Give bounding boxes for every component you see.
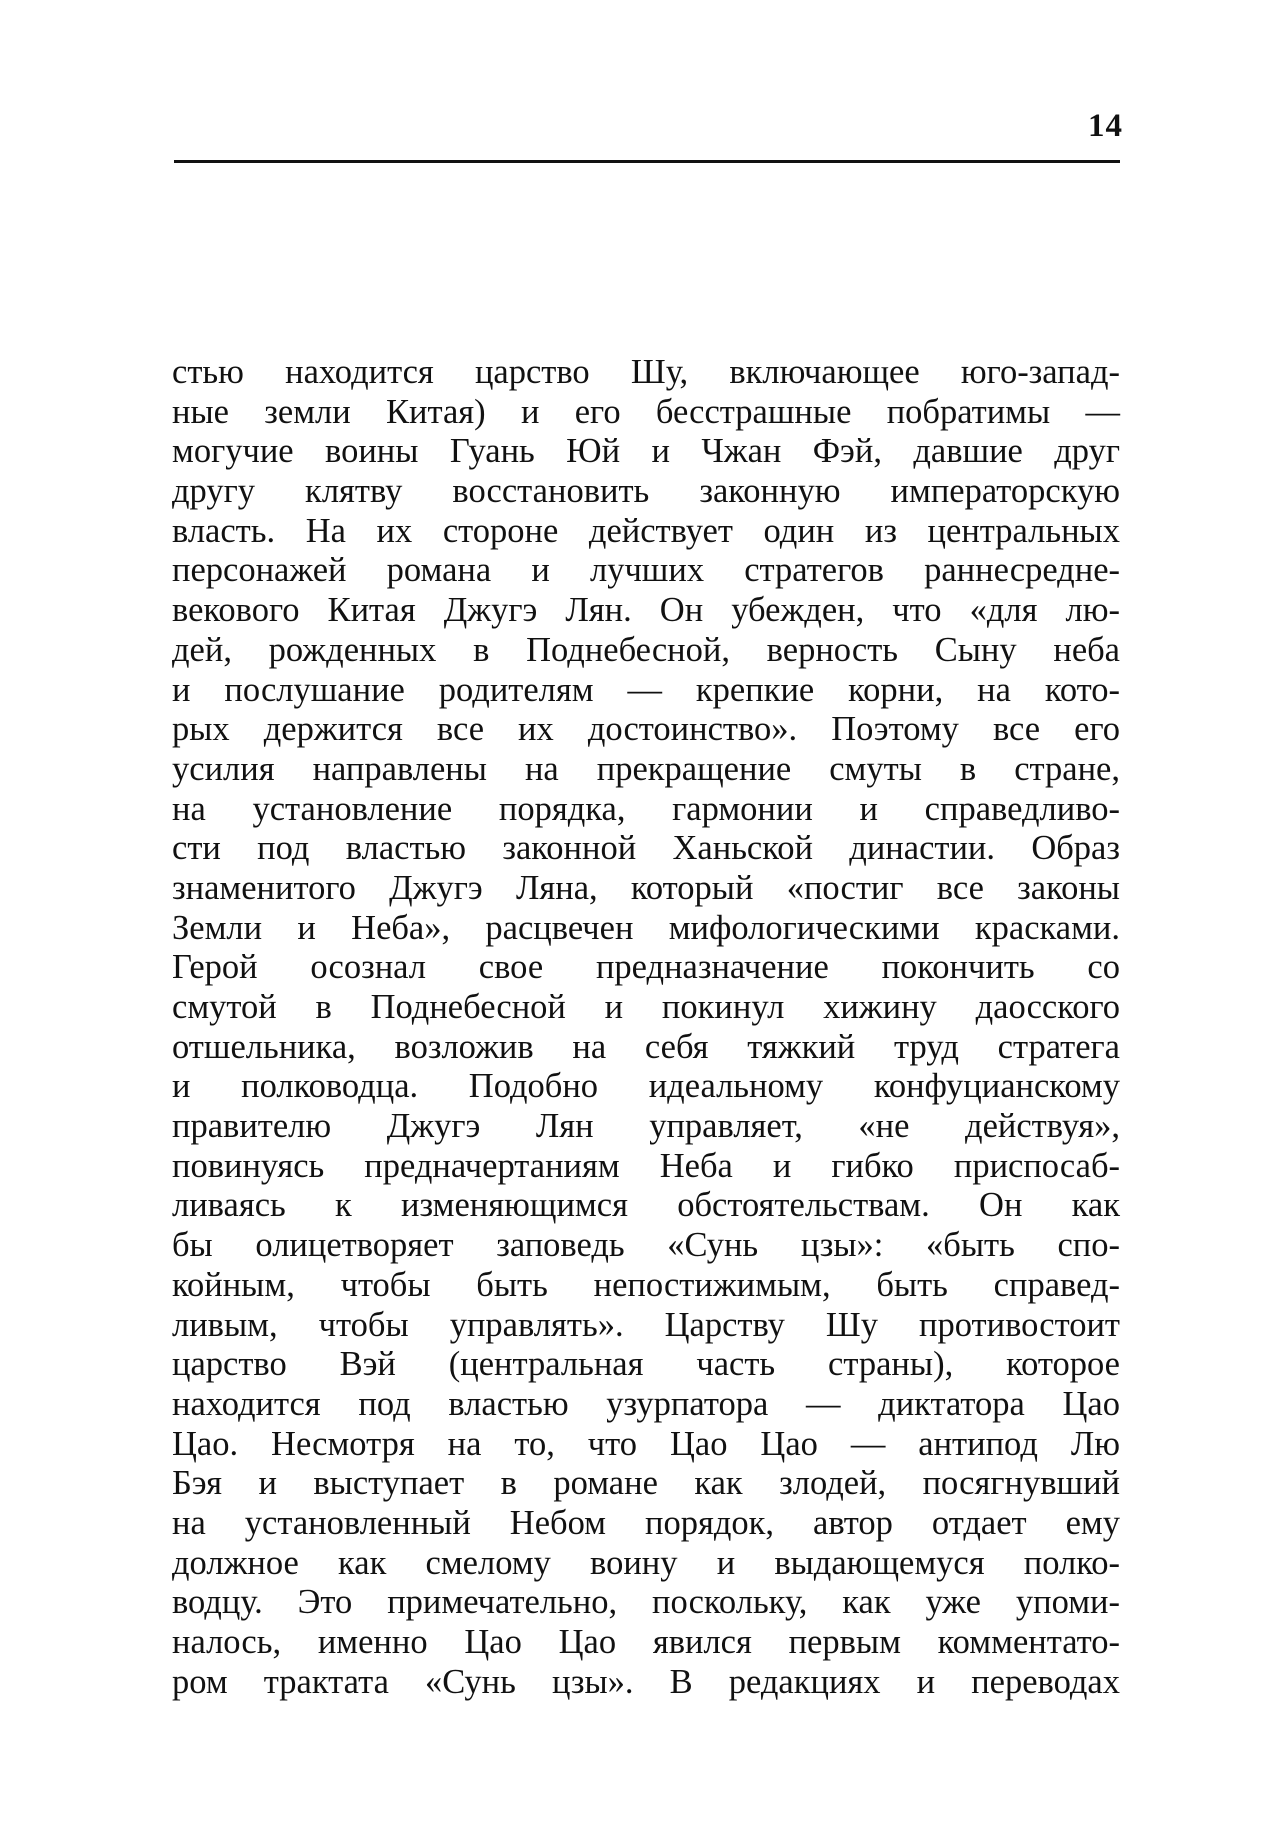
- text-line: царство Вэй (центральная часть страны), которое: [172, 1345, 1120, 1384]
- text-line: дей, рожденных в Поднебесной, верность Сыну неба: [172, 630, 1120, 669]
- text-line: повинуясь предначертаниям Неба и гибко приспосаб-: [172, 1146, 1120, 1185]
- text-line: на установленный Небом порядок, автор отдает ему: [172, 1503, 1120, 1542]
- text-line: Герой осознал свое предназначение покончить со: [172, 948, 1120, 987]
- text-line: водцу. Это примечательно, поскольку, как уже упоми-: [172, 1583, 1120, 1622]
- text-line: власть. На их стороне действует один из центральных: [172, 511, 1120, 550]
- body-text: [172, 353, 1120, 1702]
- header-rule: [174, 160, 1120, 163]
- text-line: могучие воины Гуань Юй и Чжан Фэй, давшие друг: [172, 432, 1120, 471]
- text-line: смутой в Поднебесной и покинул хижину даосского: [172, 988, 1120, 1026]
- text-line: отшельника, возложив на себя тяжкий труд стратега: [172, 1027, 1120, 1066]
- text-line: на установление порядка, гармонии и справедливо-: [172, 789, 1120, 828]
- text-line: Земли и Неба», расцвечен мифологическими красками.: [172, 908, 1120, 947]
- text-line: правителю Джугэ Лян управляет, «не действуя»,: [172, 1107, 1120, 1146]
- text-line: и послушание родителям — крепкие корни, на кото-: [172, 670, 1120, 709]
- text-line: знаменитого Джугэ Ляна, который «постиг все законы: [172, 868, 1120, 907]
- text-line: ные земли Китая) и его бесстрашные побратимы —: [172, 392, 1120, 431]
- text-line: векового Китая Джугэ Лян. Он убежден, что «для лю-: [172, 591, 1120, 630]
- text-line: ром трактата «Сунь цзы». В редакциях и переводах: [172, 1662, 1120, 1701]
- text-line: ливым, чтобы управлять». Царству Шу противостоит: [172, 1305, 1120, 1344]
- text-line: Цао. Несмотря на то, что Цао Цао — антипод Лю: [172, 1424, 1120, 1463]
- text-line: рых держится все их достоинство». Поэтому все его: [172, 710, 1120, 749]
- text-line: сти под властью законной Ханьской династии. Образ: [172, 829, 1120, 868]
- page-number: 14: [1088, 108, 1123, 144]
- text-line: койным, чтобы быть непостижимым, быть справед-: [172, 1265, 1120, 1304]
- text-line: ливаясь к изменяющимся обстоятельствам. Он как: [172, 1186, 1120, 1225]
- text-line: и полководца. Подобно идеальному конфуцианскому: [172, 1067, 1120, 1106]
- text-line: находится под властью узурпатора — диктатора Цао: [172, 1384, 1120, 1423]
- text-line: усилия направлены на прекращение смуты в стране,: [172, 749, 1120, 788]
- text-line: должное как смелому воину и выдающемуся полко-: [172, 1543, 1120, 1582]
- text-line: другу клятву восстановить законную императорскую: [172, 472, 1120, 511]
- text-line: налось, именно Цао Цао явился первым комментато-: [172, 1623, 1120, 1661]
- text-line: стью находится царство Шу, включающее юго-запад-: [172, 353, 1120, 391]
- text-line: персонажей романа и лучших стратегов раннесредне-: [172, 551, 1120, 590]
- text-line: бы олицетворяет заповедь «Сунь цзы»: «быть спо-: [172, 1226, 1120, 1265]
- text-line: Бэя и выступает в романе как злодей, посягнувший: [172, 1464, 1120, 1503]
